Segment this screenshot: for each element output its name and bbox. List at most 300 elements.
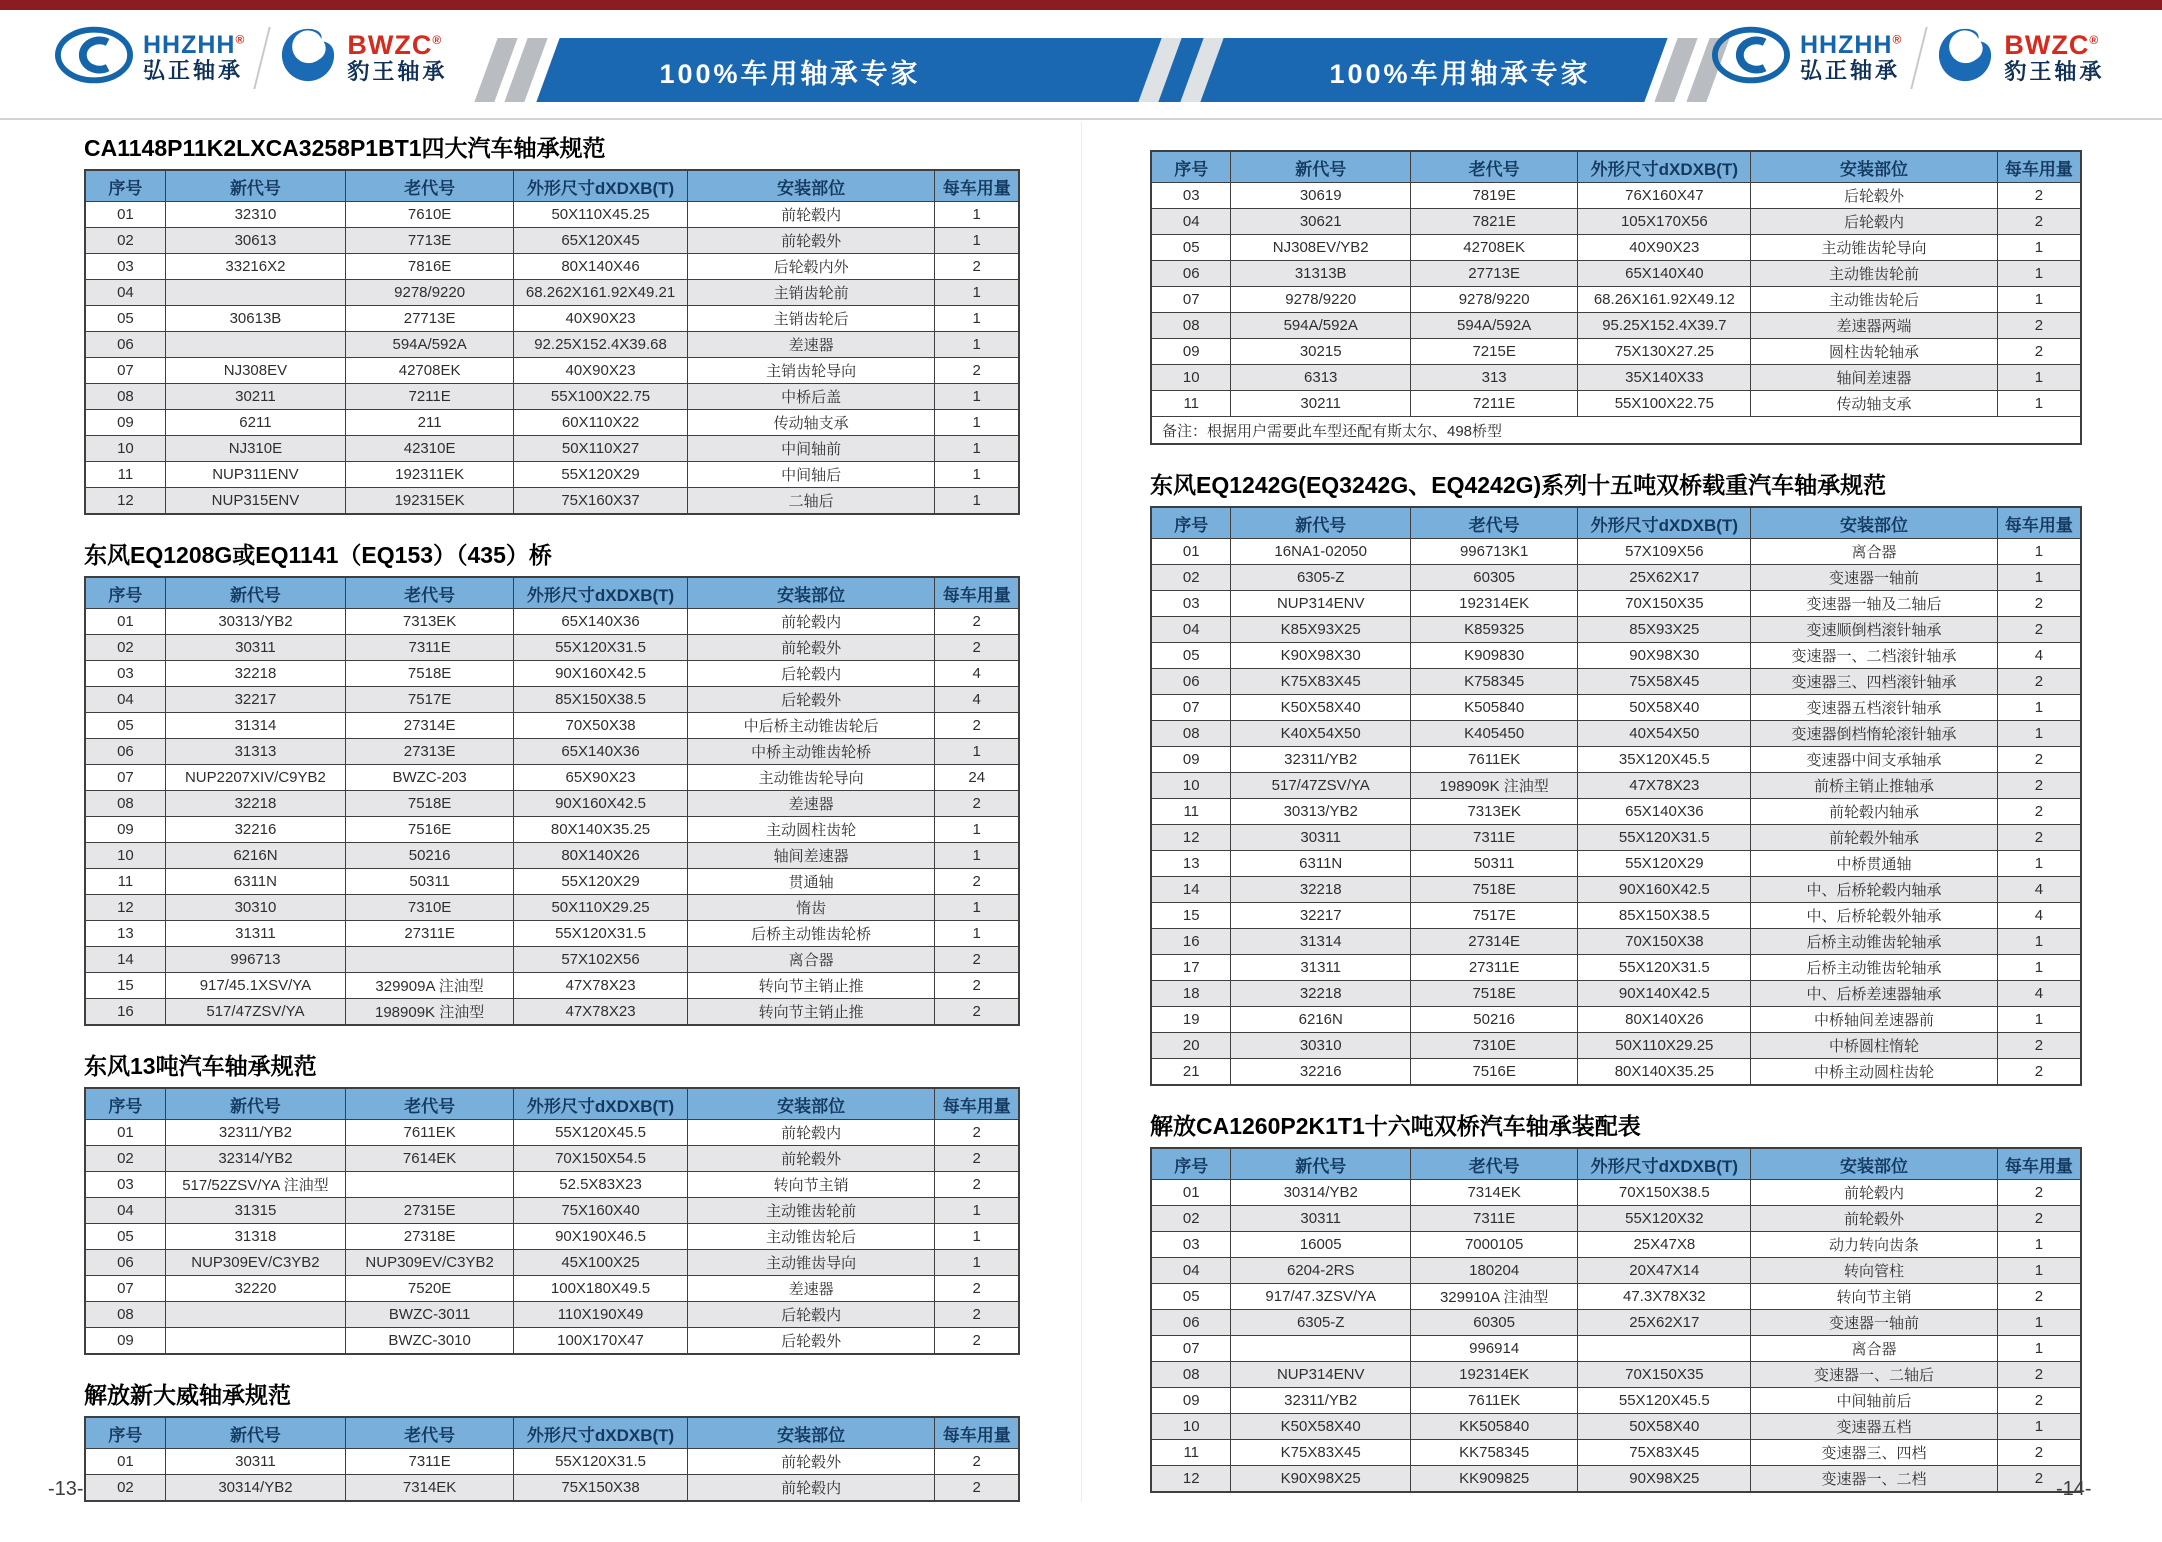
cell-old-code: 7611EK <box>346 1120 514 1146</box>
cell-position: 主销齿轮导向 <box>687 358 935 384</box>
cell-position: 转向管柱 <box>1751 1258 1997 1284</box>
cell-old-code: KK909825 <box>1410 1466 1577 1493</box>
cell-old-code: 27713E <box>346 306 514 332</box>
cell-position: 中间轴前后 <box>1751 1388 1997 1414</box>
cell-seq: 19 <box>1151 1007 1231 1033</box>
cell-qty: 4 <box>1997 903 2081 929</box>
cell-dimensions: 90X160X42.5 <box>1578 877 1751 903</box>
table-row <box>85 1250 1019 1276</box>
cell-position: 变速器一轴及二轴后 <box>1751 591 1997 617</box>
cell-position: 转向节主销 <box>687 1172 935 1198</box>
cell-qty: 2 <box>935 254 1019 280</box>
cell-qty: 1 <box>935 384 1019 410</box>
cell-seq: 10 <box>1151 773 1231 799</box>
cell-qty: 1 <box>1997 287 2081 313</box>
cell-position: 离合器 <box>1751 539 1997 565</box>
cell-qty: 2 <box>1997 669 2081 695</box>
cell-qty: 1 <box>1997 1007 2081 1033</box>
cell-position: 前轮毂外轴承 <box>1751 825 1997 851</box>
cell-qty: 2 <box>935 358 1019 384</box>
cell-dimensions: 55X120X31.5 <box>514 635 688 661</box>
column-header: 每车用量 <box>935 1088 1019 1120</box>
cell-position: 变速器中间支承轴承 <box>1751 747 1997 773</box>
cell-seq: 07 <box>85 1276 165 1302</box>
cell-old-code: BWZC-203 <box>346 765 514 791</box>
cell-old-code: 7310E <box>346 895 514 921</box>
cell-position: 变速器五档 <box>1751 1414 1997 1440</box>
spec-table <box>84 1087 1020 1355</box>
cell-position: 后轮毂外 <box>687 687 935 713</box>
cell-position: 变速器五档滚针轴承 <box>1751 695 1997 721</box>
section-title: 东风EQ1242G(EQ3242G、EQ4242G)系列十五吨双桥载重汽车轴承规范 <box>1150 472 1887 498</box>
cell-qty: 2 <box>1997 183 2081 209</box>
column-header: 新代号 <box>1231 151 1410 183</box>
cell-old-code: 7819E <box>1410 183 1577 209</box>
cell-position: 后桥主动锥齿轮桥 <box>687 921 935 947</box>
cell-old-code: 42708EK <box>1410 235 1577 261</box>
cell-dimensions: 70X150X35 <box>1578 591 1751 617</box>
table-row <box>1151 183 2081 209</box>
cell-position: 前轮毂外 <box>1751 1206 1997 1232</box>
cell-position: 中间轴后 <box>687 462 935 488</box>
cell-seq: 12 <box>85 488 165 515</box>
cell-qty: 1 <box>935 921 1019 947</box>
cell-old-code: 7713E <box>346 228 514 254</box>
cell-qty: 2 <box>935 973 1019 999</box>
cell-new-code: 32218 <box>1231 877 1410 903</box>
column-header: 外形尺寸dXDXB(T) <box>514 1088 688 1120</box>
table-row <box>85 739 1019 765</box>
cell-new-code: 6311N <box>165 869 345 895</box>
cell-new-code: K75X83X45 <box>1231 669 1410 695</box>
cell-old-code: 27314E <box>346 713 514 739</box>
cell-old-code: 7517E <box>1410 903 1577 929</box>
table-row <box>85 791 1019 817</box>
cell-seq: 09 <box>1151 747 1231 773</box>
table-row <box>85 358 1019 384</box>
cell-old-code: 42708EK <box>346 358 514 384</box>
cell-qty: 1 <box>935 739 1019 765</box>
cell-dimensions: 70X50X38 <box>514 713 688 739</box>
cell-qty: 4 <box>1997 981 2081 1007</box>
cell-new-code: K40X54X50 <box>1231 721 1410 747</box>
cell-position: 变速器一轴前 <box>1751 565 1997 591</box>
cell-position: 主销齿轮前 <box>687 280 935 306</box>
cell-qty: 1 <box>1997 1258 2081 1284</box>
cell-new-code: NUP309EV/C3YB2 <box>165 1250 345 1276</box>
table-row <box>85 765 1019 791</box>
registered-mark-icon: ® <box>235 32 246 47</box>
cell-dimensions: 70X150X38 <box>1578 929 1751 955</box>
cell-qty: 2 <box>1997 773 2081 799</box>
table-row <box>85 895 1019 921</box>
cell-seq: 15 <box>1151 903 1231 929</box>
table-row <box>85 332 1019 358</box>
cell-new-code: K75X83X45 <box>1231 1440 1410 1466</box>
cell-seq: 21 <box>1151 1059 1231 1086</box>
cell-position: 变速顺倒档滚针轴承 <box>1751 617 1997 643</box>
cell-old-code: 7516E <box>1410 1059 1577 1086</box>
table-row <box>1151 1180 2081 1206</box>
cell-seq: 13 <box>85 921 165 947</box>
cell-seq: 18 <box>1151 981 1231 1007</box>
table-row <box>85 306 1019 332</box>
cell-old-code: 198909K 注油型 <box>1410 773 1577 799</box>
cell-qty: 2 <box>935 1172 1019 1198</box>
cell-dimensions: 47X78X23 <box>514 973 688 999</box>
cell-new-code: 6311N <box>1231 851 1410 877</box>
cell-dimensions: 55X120X29 <box>514 869 688 895</box>
cell-position: 主动锥齿轮导向 <box>1751 235 1997 261</box>
table-row <box>1151 981 2081 1007</box>
cell-old-code: 7211E <box>1410 391 1577 417</box>
column-header: 序号 <box>85 170 165 202</box>
cell-dimensions: 90X190X46.5 <box>514 1224 688 1250</box>
cell-seq: 02 <box>85 635 165 661</box>
cell-qty: 4 <box>935 661 1019 687</box>
cell-seq: 04 <box>85 687 165 713</box>
cell-qty: 1 <box>935 1224 1019 1250</box>
cell-old-code: K505840 <box>1410 695 1577 721</box>
column-header: 外形尺寸dXDXB(T) <box>514 577 688 609</box>
cell-new-code: 6305-Z <box>1231 565 1410 591</box>
table-row <box>1151 565 2081 591</box>
cell-position: 前轮毂外 <box>687 635 935 661</box>
cell-seq: 05 <box>1151 1284 1231 1310</box>
cell-new-code: 517/52ZSV/YA 注油型 <box>165 1172 345 1198</box>
cell-new-code: 32216 <box>1231 1059 1410 1086</box>
cell-old-code: 7610E <box>346 202 514 228</box>
cell-qty: 2 <box>1997 591 2081 617</box>
table-row <box>1151 539 2081 565</box>
cell-seq: 06 <box>85 1250 165 1276</box>
table-row <box>1151 929 2081 955</box>
table-row <box>85 1198 1019 1224</box>
cell-qty: 1 <box>935 436 1019 462</box>
cell-seq: 05 <box>85 306 165 332</box>
cell-seq: 03 <box>85 1172 165 1198</box>
cell-seq: 06 <box>1151 1310 1231 1336</box>
cell-old-code: 9278/9220 <box>346 280 514 306</box>
column-header: 老代号 <box>1410 507 1577 539</box>
cell-position: 主销齿轮后 <box>687 306 935 332</box>
column-header: 序号 <box>1151 1148 1231 1180</box>
cell-seq: 06 <box>85 739 165 765</box>
cell-position: 离合器 <box>687 947 935 973</box>
cell-qty: 2 <box>935 1120 1019 1146</box>
cell-seq: 08 <box>85 384 165 410</box>
cell-seq: 06 <box>1151 261 1231 287</box>
cell-position: 后轮毂内 <box>1751 209 1997 235</box>
cell-dimensions: 85X150X38.5 <box>1578 903 1751 929</box>
cell-dimensions: 90X98X30 <box>1578 643 1751 669</box>
cell-new-code <box>165 332 345 358</box>
cell-dimensions: 52.5X83X23 <box>514 1172 688 1198</box>
table-row <box>85 817 1019 843</box>
cell-qty: 1 <box>935 306 1019 332</box>
cell-new-code: K90X98X30 <box>1231 643 1410 669</box>
cell-old-code: 27314E <box>1410 929 1577 955</box>
cell-new-code: 32314/YB2 <box>165 1146 345 1172</box>
cell-new-code: 32311/YB2 <box>1231 1388 1410 1414</box>
column-header: 序号 <box>85 577 165 609</box>
cell-old-code: 192314EK <box>1410 591 1577 617</box>
brand-name-bwzc: BWZC® <box>2004 30 2100 61</box>
column-header: 序号 <box>1151 151 1231 183</box>
table-row <box>85 1172 1019 1198</box>
brand-cn-bwzc: 豹王轴承 <box>2004 59 2105 85</box>
cell-position: 差速器 <box>687 791 935 817</box>
cell-dimensions: 55X120X45.5 <box>1578 1388 1751 1414</box>
cell-dimensions: 100X180X49.5 <box>514 1276 688 1302</box>
cell-seq: 09 <box>85 1328 165 1355</box>
cell-qty: 1 <box>1997 1336 2081 1362</box>
cell-dimensions: 35X120X45.5 <box>1578 747 1751 773</box>
cell-position: 惰齿 <box>687 895 935 921</box>
cell-qty: 2 <box>935 1475 1019 1502</box>
column-header: 每车用量 <box>935 1417 1019 1449</box>
table-row <box>1151 313 2081 339</box>
cell-dimensions: 47X78X23 <box>514 999 688 1026</box>
cell-seq: 07 <box>1151 287 1231 313</box>
cell-seq: 03 <box>1151 1232 1231 1258</box>
hhzhh-logo-icon <box>1712 26 1790 89</box>
cell-seq: 06 <box>85 332 165 358</box>
table-header-row <box>1151 151 2081 183</box>
cell-dimensions: 92.25X152.4X39.68 <box>514 332 688 358</box>
table-row <box>1151 1232 2081 1258</box>
cell-qty: 2 <box>1997 825 2081 851</box>
bwzc-logo-icon <box>279 26 337 89</box>
cell-position: 主动锥齿轮后 <box>1751 287 1997 313</box>
column-header: 老代号 <box>346 1088 514 1120</box>
cell-position: 中桥主动圆柱齿轮 <box>1751 1059 1997 1086</box>
table-row <box>85 1120 1019 1146</box>
cell-seq: 05 <box>85 1224 165 1250</box>
cell-seq: 01 <box>85 202 165 228</box>
cell-qty: 2 <box>1997 1362 2081 1388</box>
table-row <box>85 687 1019 713</box>
page-number-right: -14- <box>2056 1478 2092 1500</box>
table-row <box>1151 747 2081 773</box>
cell-new-code: 517/47ZSV/YA <box>165 999 345 1026</box>
cell-position: 圆柱齿轮轴承 <box>1751 339 1997 365</box>
cell-new-code: 31318 <box>165 1224 345 1250</box>
cell-dimensions: 70X150X54.5 <box>514 1146 688 1172</box>
table-row <box>1151 1059 2081 1086</box>
cell-position: 前轮毂内 <box>687 609 935 635</box>
cell-position: 主动锥齿导向 <box>687 1250 935 1276</box>
cell-qty: 2 <box>1997 1059 2081 1086</box>
cell-dimensions: 75X160X40 <box>514 1198 688 1224</box>
column-header: 新代号 <box>165 1417 345 1449</box>
table-row <box>1151 209 2081 235</box>
cell-seq: 01 <box>1151 1180 1231 1206</box>
cell-position: 前轮毂外 <box>687 228 935 254</box>
cell-position: 轴间差速器 <box>1751 365 1997 391</box>
cell-dimensions: 75X150X38 <box>514 1475 688 1502</box>
cell-new-code: 30310 <box>165 895 345 921</box>
cell-dimensions: 95.25X152.4X39.7 <box>1578 313 1751 339</box>
cell-qty: 24 <box>935 765 1019 791</box>
brand-group-right <box>1712 26 2104 89</box>
cell-new-code: 30311 <box>165 1449 345 1475</box>
cell-new-code: 917/47.3ZSV/YA <box>1231 1284 1410 1310</box>
cell-dimensions: 75X58X45 <box>1578 669 1751 695</box>
cell-old-code: NUP309EV/C3YB2 <box>346 1250 514 1276</box>
table-row <box>1151 1466 2081 1493</box>
cell-old-code: 7000105 <box>1410 1232 1577 1258</box>
cell-dimensions: 85X93X25 <box>1578 617 1751 643</box>
cell-dimensions: 70X150X35 <box>1578 1362 1751 1388</box>
cell-new-code: 996713 <box>165 947 345 973</box>
cell-qty: 2 <box>1997 1284 2081 1310</box>
cell-position: 主动锥齿轮后 <box>687 1224 935 1250</box>
table-note: 备注：根据用户需要此车型还配有斯太尔、498桥型 <box>1151 417 2081 445</box>
cell-qty: 1 <box>1997 695 2081 721</box>
cell-seq: 04 <box>1151 209 1231 235</box>
column-header: 每车用量 <box>1997 151 2081 183</box>
cell-old-code: 7313EK <box>346 609 514 635</box>
cell-seq: 08 <box>1151 721 1231 747</box>
section-title: CA1148P11K2LXCA3258P1BT1四大汽车轴承规范 <box>84 135 606 161</box>
table-row <box>85 462 1019 488</box>
cell-position: 后轮毂内外 <box>687 254 935 280</box>
table-row <box>1151 695 2081 721</box>
cell-seq: 03 <box>1151 591 1231 617</box>
table-row <box>85 1276 1019 1302</box>
table-row <box>1151 955 2081 981</box>
cell-dimensions: 65X140X36 <box>514 739 688 765</box>
cell-seq: 16 <box>85 999 165 1026</box>
cell-seq: 03 <box>85 254 165 280</box>
column-header: 外形尺寸dXDXB(T) <box>514 1417 688 1449</box>
table-row <box>1151 339 2081 365</box>
cell-dimensions: 75X83X45 <box>1578 1440 1751 1466</box>
brand-name-hhzhh: HHZHH® <box>1800 31 1903 60</box>
cell-new-code: 30211 <box>165 384 345 410</box>
cell-position: 后桥主动锥齿轮轴承 <box>1751 955 1997 981</box>
cell-old-code: 9278/9220 <box>1410 287 1577 313</box>
cell-qty: 1 <box>1997 235 2081 261</box>
cell-position: 转向节主销止推 <box>687 973 935 999</box>
cell-new-code: NUP311ENV <box>165 462 345 488</box>
cell-seq: 13 <box>1151 851 1231 877</box>
cell-dimensions: 25X47X8 <box>1578 1232 1751 1258</box>
cell-new-code: 30311 <box>1231 825 1410 851</box>
cell-seq: 07 <box>1151 1336 1231 1362</box>
cell-new-code: 30613 <box>165 228 345 254</box>
cell-position: 差速器两端 <box>1751 313 1997 339</box>
cell-old-code: 7311E <box>1410 1206 1577 1232</box>
cell-dimensions: 100X170X47 <box>514 1328 688 1355</box>
cell-seq: 07 <box>85 765 165 791</box>
table-row <box>1151 1336 2081 1362</box>
cell-old-code: 192314EK <box>1410 1362 1577 1388</box>
cell-dimensions: 50X58X40 <box>1578 695 1751 721</box>
cell-dimensions: 90X160X42.5 <box>514 661 688 687</box>
cell-new-code: 6216N <box>165 843 345 869</box>
cell-qty: 2 <box>1997 617 2081 643</box>
brand-divider <box>254 27 271 89</box>
cell-new-code: 30215 <box>1231 339 1410 365</box>
cell-seq: 02 <box>1151 565 1231 591</box>
table-row <box>1151 1440 2081 1466</box>
cell-qty: 2 <box>1997 1206 2081 1232</box>
column-header: 序号 <box>85 1088 165 1120</box>
cell-seq: 14 <box>1151 877 1231 903</box>
cell-dimensions: 55X120X29 <box>1578 851 1751 877</box>
cell-new-code: 30314/YB2 <box>1231 1180 1410 1206</box>
cell-position: 传动轴支承 <box>687 410 935 436</box>
cell-dimensions: 40X90X23 <box>1578 235 1751 261</box>
cell-new-code: K85X93X25 <box>1231 617 1410 643</box>
cell-new-code: 32310 <box>165 202 345 228</box>
cell-position: 变速器一、二档 <box>1751 1466 1997 1493</box>
cell-seq: 08 <box>1151 1362 1231 1388</box>
cell-new-code: 32218 <box>1231 981 1410 1007</box>
spec-table <box>1150 506 2082 1086</box>
table-row <box>1151 1362 2081 1388</box>
cell-seq: 01 <box>85 1120 165 1146</box>
cell-seq: 17 <box>1151 955 1231 981</box>
cell-position: 变速器一、二档滚针轴承 <box>1751 643 1997 669</box>
table-row <box>85 1302 1019 1328</box>
cell-qty: 2 <box>935 609 1019 635</box>
registered-mark-icon: ® <box>1892 32 1903 47</box>
cell-new-code: 30311 <box>165 635 345 661</box>
cell-seq: 09 <box>85 817 165 843</box>
table-row <box>1151 391 2081 417</box>
cell-old-code: 198909K 注油型 <box>346 999 514 1026</box>
cell-qty: 2 <box>1997 1180 2081 1206</box>
cell-old-code: 27713E <box>1410 261 1577 287</box>
column-header: 外形尺寸dXDXB(T) <box>514 170 688 202</box>
table-row <box>85 280 1019 306</box>
cell-position: 转向节主销 <box>1751 1284 1997 1310</box>
cell-position: 前轮毂内 <box>687 1475 935 1502</box>
spec-table <box>84 169 1020 515</box>
cell-position: 中、后桥轮毂内轴承 <box>1751 877 1997 903</box>
cell-position: 前桥主销止推轴承 <box>1751 773 1997 799</box>
column-header: 每车用量 <box>1997 1148 2081 1180</box>
cell-new-code: 594A/592A <box>1231 313 1410 339</box>
cell-new-code: 33216X2 <box>165 254 345 280</box>
cell-dimensions: 55X100X22.75 <box>1578 391 1751 417</box>
table-row <box>1151 669 2081 695</box>
cell-qty: 2 <box>935 1449 1019 1475</box>
cell-old-code: 7211E <box>346 384 514 410</box>
cell-seq: 01 <box>85 609 165 635</box>
cell-position: 前轮毂内 <box>687 202 935 228</box>
column-header: 每车用量 <box>935 577 1019 609</box>
cell-seq: 14 <box>85 947 165 973</box>
table-row <box>1151 1258 2081 1284</box>
cell-dimensions: 65X140X36 <box>514 609 688 635</box>
table-row <box>85 921 1019 947</box>
column-header: 安装部位 <box>687 577 935 609</box>
cell-old-code: K405450 <box>1410 721 1577 747</box>
cell-seq: 09 <box>85 410 165 436</box>
cell-seq: 01 <box>85 1449 165 1475</box>
cell-old-code: 180204 <box>1410 1258 1577 1284</box>
table-row <box>1151 591 2081 617</box>
cell-seq: 04 <box>1151 1258 1231 1284</box>
cell-dimensions: 65X140X36 <box>1578 799 1751 825</box>
cell-position: 中间轴前 <box>687 436 935 462</box>
cell-new-code: 32311/YB2 <box>1231 747 1410 773</box>
cell-position: 前轮毂内 <box>687 1120 935 1146</box>
